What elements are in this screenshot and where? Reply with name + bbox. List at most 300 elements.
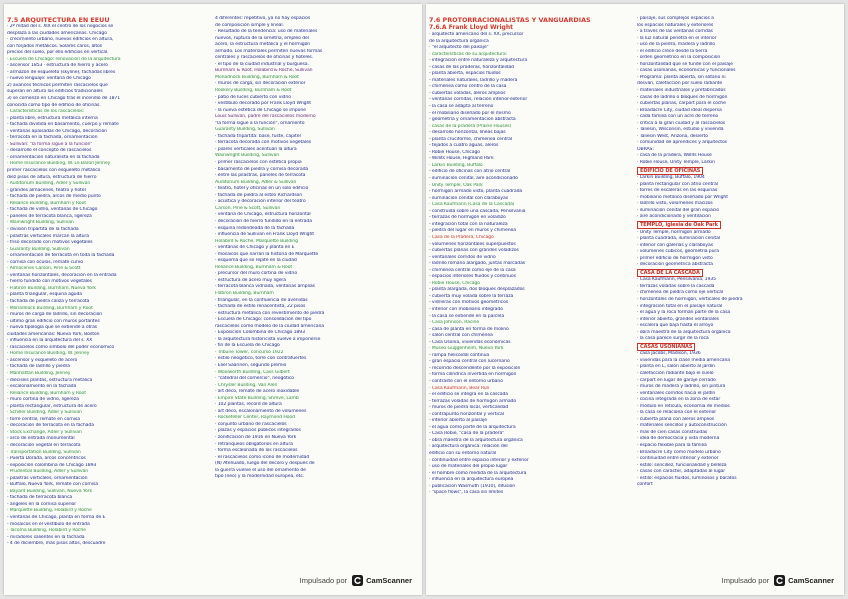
note-line: Holabird & Roche, Marquette Building xyxy=(215,238,298,244)
note-line: · Resultado de la tendencia: uso de materiales xyxy=(215,29,318,35)
note-line: · mobiliario metálico diseñado por Wright xyxy=(637,194,728,200)
note-line: Flatiron Building, Burnham xyxy=(215,290,274,296)
note-line: · aire acondicionado y ventilación xyxy=(637,214,711,220)
note-line: - grandes almacenes, teatro y hotel xyxy=(7,187,86,193)
note-line: - el edificio se integra en la cascada xyxy=(429,392,508,398)
note-line: Burnham & Root, Holabird & Roche, Sullivan xyxy=(215,68,313,74)
note-line: - chimenea como centro de la casa xyxy=(429,84,507,90)
note-line: - pilastras verticales, ornamentación xyxy=(7,475,88,481)
note-line: · Rockefeller Center, Raymond Hood xyxy=(215,415,295,421)
boxed-heading xyxy=(637,167,841,176)
page1-column-1 xyxy=(7,16,211,556)
note-line: · entre las pilastras, paneles de terracota xyxy=(215,173,306,179)
note-line: · Reliance Building, Burnham y Root xyxy=(7,390,86,396)
footer-label: Impulsado por xyxy=(721,575,770,585)
note-line: · estilo: espacios fluidos, luminosos y baratos xyxy=(637,475,737,481)
note-line: - Buffalo, Nueva York, remate con cornisa xyxy=(7,482,99,488)
note-line: · planta rectangular con atrio central xyxy=(637,181,718,187)
note-line: · mosaicos que narran la historia de Marquette xyxy=(215,251,319,257)
note-line: · Eliel Saarinen, segundo premio xyxy=(215,362,287,368)
note-line: - decoración vegetal en terracota xyxy=(7,443,81,448)
note-line: · el rascacielos como icono de modernidad xyxy=(215,454,310,460)
page2-footer xyxy=(722,573,834,587)
note-line: OBRAS: xyxy=(637,146,654,152)
note-line: - ascensor y esqueleto de acero xyxy=(7,357,78,363)
note-line: · Taliesin West, Arizona, desierto xyxy=(637,133,708,139)
note-line: · casa Jacobs, Madison, 1936 xyxy=(637,351,701,357)
note-line: Louis Sullivan, padre del rascacielos moderno xyxy=(215,114,316,120)
note-line: - recorrido descendente por la exposición xyxy=(429,365,521,371)
note-line: · casas de la pradera (Prairie Houses) xyxy=(429,123,512,129)
note-line: · Prudential Building, Adler y Sullivan xyxy=(7,469,89,475)
note-line: - Casa Usonia, viviendas económicas xyxy=(429,339,511,345)
note-line: · fachada de estilo renacentista, 22 pisos xyxy=(215,304,306,310)
footer-label: Impulsado por xyxy=(299,575,348,585)
note-line: - fachada dividida en basamento, cuerpo y remate xyxy=(7,122,119,128)
note-line: · cocina integrada en la zona de estar xyxy=(637,397,721,403)
note-line: · estructura de acero muy ligera xyxy=(215,277,286,283)
note-line: · cubiertas planas, carport para el coche xyxy=(637,101,726,107)
note-line: - cubiertas voladas, aleros amplios xyxy=(429,90,506,96)
note-line: - paneles de terracota blanca, ligereza xyxy=(7,213,92,219)
camscanner-logo xyxy=(352,575,412,586)
note-line: · la casa parece surgir de la roca xyxy=(637,336,709,342)
note-line: - rampa helicoidal continua xyxy=(429,352,490,358)
note-line: - ventanas corridas, relación interior-exterior xyxy=(429,97,528,103)
note-line: - escalonamiento en la fachada xyxy=(7,384,77,390)
note-line: · casas de ladrillo o bloques de hormigón xyxy=(637,94,728,100)
note-line: - obra maestra de la arquitectura orgánica xyxy=(429,437,523,443)
note-line: · viviendas para la clase media americana xyxy=(637,357,730,363)
note-line: · Casa Kaufmann (Casa de la Cascada) xyxy=(429,202,515,208)
note-line: · Broadacre City, ciudad ideal dispersa xyxy=(637,107,722,113)
note-line: · cubierta plana con aleros amplios xyxy=(637,416,715,422)
note-line: · uso de materiales del propio lugar xyxy=(429,464,508,470)
note-line: · primer rascacielos con estética propia xyxy=(215,160,302,166)
note-line: · iluminación cenital del gran espacio xyxy=(637,207,719,213)
note-line: · Chrysler Building, Van Alen xyxy=(215,382,278,388)
note-line: la guerra vuelve el uso del ornamento de xyxy=(215,467,306,473)
note-line: · Monadnock Building, Burnham y Root xyxy=(7,305,93,311)
note-line: · crítica a la gran ciudad y al rascacielos xyxy=(637,120,726,126)
note-line: - muros de piedra local, verticalidad xyxy=(429,405,509,411)
note-line: · vestíbulo decorado por Frank Lloyd Wright xyxy=(215,101,311,107)
note-line: · comunidad de aprendices y arquitectos xyxy=(637,140,727,146)
note-line: · Casa Kaufmann, Bear Run xyxy=(429,385,490,391)
note-line: - ventanas horizontales, decoración en la entrada xyxy=(7,272,117,278)
note-line: - forma cilíndrica invertida en hormigón xyxy=(429,372,517,378)
section-heading: 7.5 ARQUITECTURA EN EEUU xyxy=(7,16,110,24)
note-line: - casa de planta en forma de molino xyxy=(429,326,509,332)
note-line: - fachada de piedra caliza y terracota xyxy=(7,298,90,304)
note-line: - mosaicos en el vestíbulo de entrada xyxy=(7,521,90,527)
note-line: · Tribune Tower, concurso 1922 xyxy=(215,349,284,355)
camscanner-logo xyxy=(774,575,834,586)
boxed-heading-text: EDIFICIO DE OFICINAS xyxy=(637,167,703,175)
boxed-heading-text: TEMPLO, iglesia de Oak Park xyxy=(637,221,721,229)
note-line: - ascensor 1853 · estructura de hierro y acero xyxy=(7,63,108,69)
boxed-heading xyxy=(637,221,841,230)
note-line: · Manhattan Building, Jenney xyxy=(7,370,71,376)
note-line: - casas de las praderas, horizontalidad xyxy=(429,64,514,70)
note-line: · zonificación de 1916 en Nueva York xyxy=(215,435,297,440)
note-line: - interior con mobiliario integrado xyxy=(429,306,503,312)
note-line: Rookery Building, Burnham & Root xyxy=(215,88,292,94)
note-line: - último gran edificio con muros portantes xyxy=(7,318,100,324)
note-line: de la arquitectura orgánica xyxy=(429,38,489,44)
note-line: · fin de la Escuela de Chicago xyxy=(215,343,280,349)
note-line: - piedra del lugar en muros y chimenea xyxy=(429,228,516,234)
note-line: · la nueva estética de Chicago se impone xyxy=(215,107,306,113)
note-line: - fachada de vidrio, ventanas de Chicago xyxy=(7,207,98,213)
note-line: · estructura metálica con revestimiento de piedra xyxy=(215,310,325,316)
note-line: · interior abierto, grandes ventanales xyxy=(637,316,719,322)
note-line: · influencia en la arquitectura del s. XX xyxy=(7,338,93,344)
note-line: · Escuela de Chicago: consolidación del tipo xyxy=(215,317,312,323)
note-line: · casa de la pradera, Willits House xyxy=(637,153,712,159)
note-line: acero, la estructura metálica y el hormigón xyxy=(215,42,311,48)
note-line: - friso decorado con motivos vegetales xyxy=(7,240,93,246)
note-line: - pilastras verticales marcan la altura xyxy=(7,233,89,239)
note-line: - planta rectangular, estructura de acero xyxy=(7,403,97,409)
note-line: - muros de carga de ladrillo, sin decoración xyxy=(7,312,103,318)
note-line: · la luz natural penetra en el interior xyxy=(637,35,717,41)
note-line: - cubiertas planas con grandes voladizos xyxy=(429,248,519,254)
note-line: · conjunto urbano de rascacielos xyxy=(215,421,287,427)
note-line: · orden geométrico en la composición xyxy=(637,55,721,61)
note-line: - ventanas apaisadas de Chicago, decoración xyxy=(7,128,107,134)
note-line: · paisaje, sus complejos espacios a xyxy=(637,16,714,21)
note-line: - terrazas de hormigón en voladizo xyxy=(429,215,506,221)
note-line: - el mobiliario diseñado por él mismo xyxy=(429,110,511,116)
note-line: · volúmenes cúbicos, geometría pura xyxy=(637,249,719,255)
note-line: · "el arquitecto del paisaje" xyxy=(429,45,489,51)
note-line: - desarrolló el concepto de rascacielos xyxy=(7,148,92,154)
note-line: · terracota blanca vidriada, ventanas amplias xyxy=(215,284,315,290)
note-line: - tejados a cuatro aguas, aleros xyxy=(429,143,499,149)
note-line: - gran espacio central con lucernario xyxy=(429,359,510,365)
note-line: · influencia en la arquitectura europea xyxy=(429,477,514,483)
page2-column-1 xyxy=(429,16,633,556)
note-line: · ventanales corridos hacia el jardín xyxy=(637,390,716,396)
note-line: · Auditorium Building, Adler y Sullivan xyxy=(7,181,91,187)
note-line: · Empire State Building, Shreve, Lamb xyxy=(215,395,299,401)
note-line: · Casa Kaufmann, Pensilvania, 1935 xyxy=(637,277,716,283)
note-line: · retranqueos obligatorios en altura xyxy=(215,441,293,447)
note-line: Wainwright Building, Sullivan xyxy=(215,153,280,159)
note-line: · planta en L, salón abierto al jardín xyxy=(637,364,715,370)
note-line: · primer edificio de hormigón visto xyxy=(637,255,713,261)
note-line: - vidrieras con motivos geométricos xyxy=(429,300,509,306)
note-line: · forma escalonada de los rascacielos xyxy=(215,448,298,454)
note-line: · más de cien casas construidas xyxy=(637,429,708,435)
note-line: - edificio de oficinas con atrio central xyxy=(429,169,511,175)
note-line: - 4 de diciembre, más pisos altos, descuadre xyxy=(7,541,106,547)
note-line: - miradores salientes en la fachada xyxy=(7,534,85,540)
note-line: · calefacción radiante bajo el suelo xyxy=(637,370,714,376)
note-line: · precursor del muro cortina de vidrio xyxy=(215,271,298,277)
note-line: - geometría y ornamentación abstracta xyxy=(429,117,516,123)
note-line: · "catedral del comercio", neogótico xyxy=(215,376,294,382)
note-line: · a través de las ventanas corridas xyxy=(637,29,713,35)
note-line: · "space flows", la casa sin límites xyxy=(429,490,504,496)
note-line: Auditorium Building, Adler & Sullivan xyxy=(215,179,297,185)
note-line: 4 diferentes: repetitivo, ya no hay espacios xyxy=(215,16,311,21)
note-line: - cubierta muy volada sobre la terraza xyxy=(429,293,514,299)
note-line: Monadnock Building, Burnham & Root xyxy=(215,74,299,80)
note-line: · Almacenes Carson, Pirie & Scott xyxy=(7,266,81,272)
note-line: - Willits House, Highland Park xyxy=(429,156,494,162)
note-line: · Wainwright Building, Sullivan xyxy=(7,220,74,226)
camscanner-logo-icon xyxy=(352,575,363,586)
note-line: - exposición colombina de Chicago 1893 xyxy=(7,462,97,468)
note-line: · uso de la piedra, madera y ladrillo xyxy=(637,42,716,48)
note-line: - hormigón armado visto, planta cuadrada xyxy=(429,189,523,195)
note-line: primer rascacielos con esqueleto metálico xyxy=(7,168,101,174)
note-line: · carport en lugar de garaje cerrado xyxy=(637,377,716,383)
note-line: · terrazas voladas sobre la cascada xyxy=(637,283,715,289)
note-line: desplaza a las ciudades americanas. Chicago xyxy=(7,30,107,36)
note-line: · art déco, escalonamiento de volúmenes xyxy=(215,408,307,414)
note-line: · decoración geométrica abstracta xyxy=(637,262,713,268)
note-line: · interior con galerías y claraboyas xyxy=(637,242,713,248)
note-line: · Marquette Building, Holabird y Roche xyxy=(7,508,92,514)
note-line: rascacielos como modelo de la ciudad americana xyxy=(215,323,324,329)
note-line: · continuidad entre espacio interior y exterior xyxy=(429,457,529,463)
note-line: · Museo Guggenheim, Nueva York xyxy=(429,346,504,352)
note-line: - ángeles en la cornisa superior xyxy=(7,501,77,507)
note-line: · arquitectura orgánica: relación del xyxy=(429,444,508,450)
note-line: · estilo neogótico, torre con contrafuertes xyxy=(215,356,307,362)
note-line: - la casa se extiende en la parcela xyxy=(429,313,505,319)
note-line: · Larkin Building, Buffalo, 1904 xyxy=(637,175,705,181)
note-line: - armazón de esqueleto (skyline), fachadas libres xyxy=(7,69,116,75)
note-line: desván, calefacción por suelo radiante xyxy=(637,81,723,87)
note-line: - iluminación cenital con claraboyas xyxy=(429,195,509,201)
note-line: · patio de luces cubierto con vidrio xyxy=(215,94,292,100)
scanned-page-left xyxy=(4,4,422,595)
note-line: · idea de democracia y vida moderna xyxy=(637,436,720,442)
page2-column-2 xyxy=(637,16,841,556)
note-line: · 2ª mitad del s. XIX el centro de los negocios se xyxy=(7,24,114,29)
note-line: - Robie House, Chicago xyxy=(429,280,480,286)
note-line: · integración total en el paisaje natural xyxy=(637,303,723,309)
note-line: los espacios naturales y exteriores xyxy=(637,22,714,28)
note-line: centrales y rascacielos de oficinas y hoteles. xyxy=(215,55,314,61)
note-line: - muro cortina de vidrio, ligereza xyxy=(7,397,79,403)
boxed-heading xyxy=(637,343,841,352)
note-line: · Escuela de Chicago: renovación de la arquitectura xyxy=(7,56,121,62)
note-line: · Transportation Building, Sullivan xyxy=(7,449,81,455)
note-line: · continuidad entre interior y exterior xyxy=(637,456,719,462)
note-line: - división tripartita de la fachada xyxy=(7,226,79,232)
note-line: · Características de los rascacielos: xyxy=(7,109,85,115)
note-line: · Bayard Building, Sullivan, Nueva York xyxy=(7,488,93,494)
note-line: - interior abierto al paisaje xyxy=(429,418,488,424)
note-line: - construida sobre una cascada, Pensilvania xyxy=(429,208,526,214)
note-line: · arquitecto americano del s. XX, precursor xyxy=(429,32,524,37)
note-line: tipo (neo) y la modernidad europea, etc. xyxy=(215,474,305,480)
note-line: · Guaranty Building, Sullivan xyxy=(7,246,70,252)
note-line: 3) se comenzó en Chicago tras el incendio de 1871 xyxy=(7,96,121,102)
note-line: · 102 plantas, récord de altura xyxy=(215,402,282,408)
note-line: - decoración de terracota en la fachada xyxy=(7,423,94,429)
note-line: · rascacielos como símbolo del poder económico xyxy=(7,344,115,350)
note-line: (N) Atenuado, luego del decoro y después de xyxy=(215,461,315,467)
note-line: · materiales sencillos y autoconstrucción xyxy=(637,423,727,429)
note-line: · influencia de Sullivan en Frank Lloyd Wright xyxy=(215,232,315,238)
note-line: - integración entre naturaleza y arquitectura xyxy=(429,58,528,64)
note-line: · módulo en retícula, economía de medios xyxy=(637,403,730,409)
section-subheading: 7.6.A Frank Lloyd Wright xyxy=(429,24,513,31)
note-line: · Taliesin, Wisconsin, estudio y vivienda xyxy=(637,127,724,133)
note-line: - espacios interiores fluidos y continuos xyxy=(429,274,516,280)
note-line: · estilo: sencillez, funcionalidad y belleza xyxy=(637,462,727,468)
note-line: · Broadacre City como modelo urbano xyxy=(637,449,721,455)
scanned-page-right xyxy=(426,4,844,595)
note-line: - fachada de terracota blanca xyxy=(7,495,73,501)
page1-footer xyxy=(300,573,412,587)
note-line: - fachada de piedra, arcos de medio punto xyxy=(7,194,101,200)
note-line: · ventanas de Chicago y planta en E xyxy=(215,245,295,251)
note-line: - hierro fundido con motivos vegetales xyxy=(7,279,92,285)
note-line: - cornisa con óculos, remate curvo xyxy=(7,259,83,265)
note-line: edificio con su entorno natural xyxy=(429,451,497,456)
note-line: · ladrillo visto, volúmenes macizos xyxy=(637,201,713,207)
boxed-heading-text: CASAS USONIANAS xyxy=(637,343,695,351)
note-line: · ventana de Chicago, estructura horizontal xyxy=(215,212,311,218)
note-line: - planta alargada, dos bloques desplazados xyxy=(429,287,525,293)
note-line: - salón central con chimenea xyxy=(429,333,493,339)
note-line: · escalera que baja hasta el arroyo xyxy=(637,323,714,329)
note-line: - terracota en la fachada, ornamentación xyxy=(7,135,98,141)
note-line: - terrazas voladas de hormigón armado xyxy=(429,398,517,404)
note-line: - ventanales corridos de vidrio xyxy=(429,254,496,260)
note-line: · Home Insurance Building, W. Jenney xyxy=(7,351,90,357)
section-heading: 7.6 PROTORRACIONALISTAS Y VANGUARDIAS xyxy=(429,16,591,24)
note-line: · terracota decorada con motivos vegetales xyxy=(215,140,312,146)
note-line: - la casa se adapta al terreno xyxy=(429,104,494,110)
camscanner-logo-text: CamScanner xyxy=(788,575,834,585)
note-line: · Exposición Colombina de Chicago 1893 xyxy=(215,330,305,336)
note-line: - planta abierta, espacios fluidos xyxy=(429,71,501,77)
note-line: · plazas y espacios públicos integrados xyxy=(215,428,301,434)
note-line: · Stock Exchange, Adler y Sullivan xyxy=(7,429,82,435)
note-line: - Robie House, Chicago xyxy=(429,149,480,155)
note-line: · basamento de piedra y cornisa decorada xyxy=(215,166,309,172)
note-line: · acústica y decoración interior del teatro xyxy=(215,199,306,205)
note-line: - nuevo lenguaje: ventana de Chicago xyxy=(7,76,91,82)
note-line: · características de su arquitectura: xyxy=(429,51,508,57)
note-line: Reliance Building, Burnham & Root xyxy=(215,264,293,270)
note-line: - materiales naturales, ladrillo y madera xyxy=(429,77,518,83)
note-line: · Woolworth Building, Cass Gilbert xyxy=(215,369,290,375)
note-line: · la casa se relaciona con el exterior xyxy=(637,410,717,416)
note-line: · esquema que se repite en la ciudad xyxy=(215,258,297,264)
note-line: 2) avances técnicos permiten rascacielos que xyxy=(7,82,108,88)
note-line: - planta triangular, esquina aguda xyxy=(7,292,83,298)
note-line: - Casa Johnson, Racine xyxy=(429,320,480,326)
camscanner-logo-text: CamScanner xyxy=(366,575,412,585)
note-line: - ornamentación de terracota en toda la fachada xyxy=(7,253,115,259)
note-line: · espacio flexible para la familia xyxy=(637,443,707,448)
note-line: · el tipo de la ciudad industrial y burguesa. xyxy=(215,61,309,67)
note-line: - planta libre, estructura metálica interna xyxy=(7,115,98,121)
note-line: · art déco, remate de acero inoxidable xyxy=(215,389,300,395)
boxed-heading xyxy=(637,269,841,278)
note-line: - dieciséis plantas, estructura metálica xyxy=(7,377,93,383)
note-line: diez pisos de altura, estructura de hierro xyxy=(7,174,97,180)
note-line: - Casa Robie, "casa de la pradera" xyxy=(429,431,505,437)
note-line: · esquina redondeada de la fachada xyxy=(215,225,295,231)
note-line: · fachada tripartita: base, fuste, capitel xyxy=(215,133,301,139)
note-line: · Reliance Building, Burnham y Root xyxy=(7,200,86,206)
note-line: - volúmenes horizontales superpuestos xyxy=(429,241,516,247)
note-line: confort xyxy=(637,482,653,488)
note-line: - ornamentación naturalista en la fachada xyxy=(7,154,100,160)
note-line: · muros de madera y ladrillo, sin pintura xyxy=(637,384,726,390)
note-line: · la arquitectura historicista vuelve a imponerse xyxy=(215,336,321,342)
note-line: · horizontales de hormigón, verticales de piedra xyxy=(637,296,743,302)
note-line: · teatro, hotel y oficinas en un solo edificio xyxy=(215,186,309,192)
note-line: · horizontalidad que se funde con el paisaje xyxy=(637,61,733,67)
note-line: · Programa: planta abierta, sin sótano ni xyxy=(637,74,726,80)
note-line: · nueva tipología que se extiende a otras xyxy=(7,325,98,331)
note-line: Carson, Pirie & Scott, Sullivan xyxy=(215,205,281,211)
note-line: · casas usonianas, económicas y funcionales xyxy=(637,68,736,74)
note-line: - contrapunto horizontal y vertical xyxy=(429,411,504,417)
note-line: con forjados metálicos. Solares caros, altos xyxy=(7,43,103,49)
note-line: · Tacoma Building, Holabird y Roche xyxy=(7,528,86,534)
note-line: - iluminación cenital, aire acondicionado xyxy=(429,176,518,182)
note-line: · el edificio crece desde la tierra xyxy=(637,48,708,54)
note-line: · Sullivan: "la forma sigue a la función" xyxy=(7,141,93,147)
note-line: - el agua como parte de la arquitectura xyxy=(429,424,516,430)
note-line: - desarrollo horizontal, líneas bajas xyxy=(429,130,506,136)
note-line: · torres de escaleras en las esquinas xyxy=(637,188,718,194)
note-line: · pilares verticales acentúan la altura xyxy=(215,146,297,152)
note-line: - chimenea central como eje de la casa xyxy=(429,267,516,273)
note-line: · Casa de la Pradera, Chicago xyxy=(429,234,494,240)
boxed-heading-text: CASA DE LA CASCADA xyxy=(637,269,703,277)
note-line: · fachada de piedra al estilo Richardson xyxy=(215,192,303,198)
note-line: - ladrillo romano alargado, juntas marcadas xyxy=(429,261,526,267)
note-line: · publicación Wasmuth (1910), difusión xyxy=(429,483,516,489)
page1-column-2 xyxy=(215,16,419,556)
note-line: · Unity Temple, hormigón armado xyxy=(637,229,711,235)
note-line: "la forma sigue a la función", ornamento xyxy=(215,120,305,126)
note-line: armado. Los materiales permiten nuevas formas xyxy=(215,48,323,54)
note-line: superan en altura los edificios tradicionales xyxy=(7,89,103,95)
note-line: · Robie House, Unity Temple, Larkin xyxy=(637,160,715,166)
note-line: · Unity Temple, Oak Park xyxy=(429,182,483,188)
note-line: · muros de carga, sin decoración exterior xyxy=(215,81,306,87)
note-line: · materiales industriales y prefabricados xyxy=(637,88,726,94)
note-line: · chimenea de piedra como eje vertical xyxy=(637,290,724,296)
note-line: · casas con carácter, adaptadas al lugar xyxy=(637,469,726,475)
note-line: · el hombre como medida de la arquitectura xyxy=(429,470,527,476)
note-line: - contraste con el entorno urbano xyxy=(429,378,503,384)
note-line: · crecimiento urbano, nuevos edificios en altura, xyxy=(7,37,114,43)
note-line: · el agua y la roca forman parte de la casa xyxy=(637,310,731,316)
note-line: - ventanas de Chicago, planta en forma de E xyxy=(7,515,106,521)
note-line: · decoración de hierro fundido en la entrada xyxy=(215,218,312,224)
note-line: · Home Insurance Building, W. Le Baron Jenney xyxy=(7,161,111,167)
note-line: - torre central, remate en cornisa xyxy=(7,416,80,422)
note-line: · obra maestra de la arquitectura orgánica xyxy=(637,329,731,335)
note-line: · Larkin Building, Buffalo xyxy=(429,162,483,168)
note-line: - Puerta Dorada, arcos concéntricos xyxy=(7,456,86,462)
